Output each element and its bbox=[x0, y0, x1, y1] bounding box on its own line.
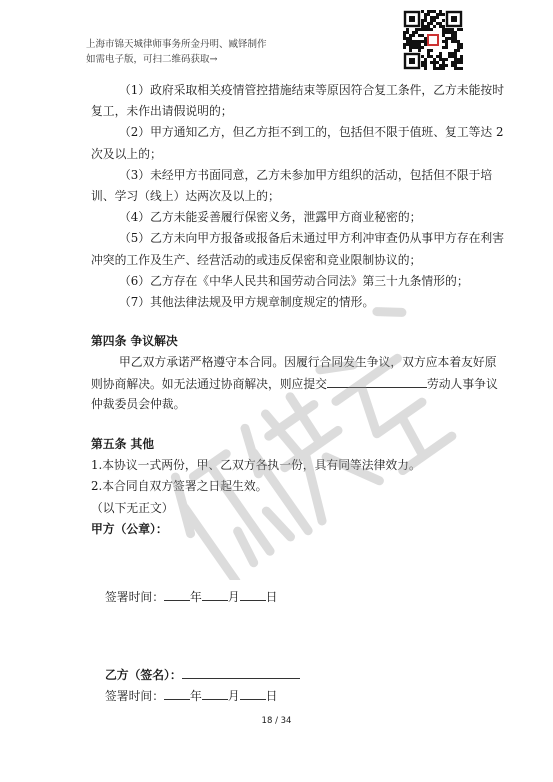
header-line-1: 上海市锦天城律师事务所金丹明、臧铎制作 bbox=[86, 39, 267, 50]
article-4-para-line-2 bbox=[91, 376, 498, 391]
party-b-signature-label: 乙方（签名）： bbox=[105, 668, 182, 682]
article-4-para-line-1: 甲乙双方承诺严格遵守本合同。因履行合同发生争议，双方应本着友好原 bbox=[119, 355, 497, 369]
arbitration-committee-blank[interactable] bbox=[327, 376, 427, 388]
party-a-day-blank[interactable] bbox=[240, 589, 266, 601]
article-4-text-before-blank: 则协商解决。如无法通过协商解决，则应提交 bbox=[91, 377, 327, 391]
year-label: 年 bbox=[190, 689, 202, 703]
end-of-text-note: （以下无正文） bbox=[91, 501, 174, 515]
article-5-item-2: 2.本合同自双方签署之日起生效。 bbox=[91, 479, 268, 493]
qr-code-icon[interactable] bbox=[403, 10, 463, 70]
clause-7: （7）其他法律法规及甲方规章制度规定的情形。 bbox=[119, 295, 375, 309]
party-a-date-label: 签署时间： bbox=[105, 590, 164, 604]
clause-6: （6）乙方存在《中华人民共和国劳动合同法》第三十九条情形的； bbox=[119, 274, 469, 288]
page-number: 18 / 34 bbox=[261, 716, 292, 726]
clause-1-line-1: （1）政府采取相关疫情管控措施结束等原因符合复工条件，乙方未能按时 bbox=[119, 83, 505, 97]
party-b-date-label: 签署时间： bbox=[105, 689, 164, 703]
article-5-item-1: 1.本协议一式两份，甲、乙双方各执一份，具有同等法律效力。 bbox=[91, 458, 421, 472]
clause-2-line-2: 次及以上的； bbox=[91, 147, 162, 161]
party-a-seal-label: 甲方（公章）： bbox=[91, 522, 168, 536]
day-label: 日 bbox=[265, 689, 278, 703]
party-a-month-blank[interactable] bbox=[202, 589, 228, 601]
clause-5-line-2: 冲突的工作及生产、经营活动的或违反保密和竞业限制协议的； bbox=[91, 253, 422, 267]
article-5-title: 第五条 其他 bbox=[91, 437, 155, 451]
clause-3-line-1: （3）未经甲方书面同意，乙方未参加甲方组织的活动，包括但不限于培 bbox=[119, 168, 493, 182]
watermark-stamp bbox=[130, 280, 460, 580]
clause-4: （4）乙方未能妥善履行保密义务，泄露甲方商业秘密的； bbox=[119, 210, 422, 224]
clause-1-line-2: 复工，未作出请假说明的； bbox=[91, 104, 233, 118]
year-label: 年 bbox=[190, 590, 202, 604]
month-label: 月 bbox=[227, 689, 240, 703]
article-4-text-after-blank: 劳动人事争议 bbox=[426, 377, 498, 391]
party-b-year-blank[interactable] bbox=[164, 688, 190, 700]
party-b-signature-row bbox=[105, 667, 300, 682]
party-b-signature-blank[interactable] bbox=[182, 667, 300, 679]
clause-5-line-1: （5）乙方未向甲方报备或报备后未通过甲方利冲审查仍从事甲方存在利害 bbox=[119, 231, 505, 245]
article-4-title: 第四条 争议解决 bbox=[91, 334, 178, 348]
party-b-day-blank[interactable] bbox=[240, 688, 266, 700]
party-a-date-row bbox=[105, 589, 277, 604]
party-b-date-row bbox=[105, 688, 277, 703]
article-4-para-line-3: 仲裁委员会仲裁。 bbox=[91, 397, 186, 411]
party-a-year-blank[interactable] bbox=[164, 589, 190, 601]
clause-2-line-1: （2）甲方通知乙方，但乙方拒不到工的，包括但不限于值班、复工等达 2 bbox=[119, 125, 504, 139]
page-header bbox=[86, 37, 267, 67]
month-label: 月 bbox=[227, 590, 240, 604]
header-line-2: 如需电子版，可扫二维码获取→ bbox=[86, 54, 218, 65]
day-label: 日 bbox=[265, 590, 278, 604]
clause-3-line-2: 训、学习（线上）达两次及以上的； bbox=[91, 189, 280, 203]
party-b-month-blank[interactable] bbox=[202, 688, 228, 700]
